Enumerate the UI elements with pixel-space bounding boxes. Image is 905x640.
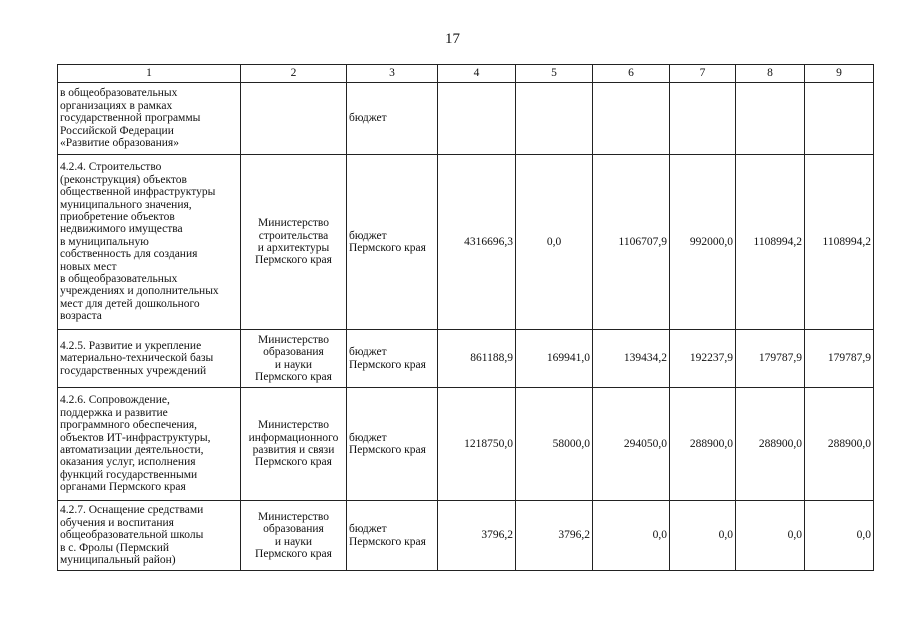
row-funding-source: бюджет Пермского края	[347, 388, 438, 501]
row-executor	[241, 83, 347, 155]
row-funding-source: бюджет Пермского края	[347, 330, 438, 388]
row-value-col4	[438, 83, 516, 155]
column-header: 7	[670, 65, 736, 83]
row-value-col7	[670, 83, 736, 155]
row-value-col6	[593, 83, 670, 155]
row-value-col5: 3796,2	[516, 501, 593, 571]
column-header: 2	[241, 65, 347, 83]
row-value-col5: 58000,0	[516, 388, 593, 501]
row-value-col4: 4316696,3	[438, 155, 516, 330]
row-executor: Министерство образования и науки Пермского края	[241, 330, 347, 388]
row-value-col9: 179787,9	[805, 330, 874, 388]
row-value-col5: 169941,0	[516, 330, 593, 388]
row-description: 4.2.4. Строительство (реконструкция) объектов общественной инфраструктуры муниципального значения, приобретение объектов недвижимого имущества в муниципальную собственность для создания новых мест в общеобразовательных учреждениях и дополнительных мест для детей дошкольного возраста	[58, 155, 241, 330]
row-funding-source: бюджет Пермского края	[347, 501, 438, 571]
row-value-col4: 3796,2	[438, 501, 516, 571]
row-executor: Министерство образования и науки Пермского края	[241, 501, 347, 571]
table-row	[58, 83, 874, 155]
row-value-col7: 288900,0	[670, 388, 736, 501]
row-description: 4.2.7. Оснащение средствами обучения и воспитания общеобразовательной школы в с. Фролы (Пермский муниципальный район)	[58, 501, 241, 571]
row-value-col8: 179787,9	[736, 330, 805, 388]
column-header: 6	[593, 65, 670, 83]
row-funding-source: бюджет Пермского края	[347, 155, 438, 330]
budget-table	[57, 64, 874, 571]
row-value-col6: 294050,0	[593, 388, 670, 501]
table-row	[58, 501, 874, 571]
table-row	[58, 330, 874, 388]
table-row	[58, 155, 874, 330]
row-value-col9: 0,0	[805, 501, 874, 571]
row-description: 4.2.6. Сопровождение, поддержка и развитие программного обеспечения, объектов ИТ-инфраструктуры, автоматизации деятельности, оказания услуг, исполнения функций государственными органами Пермского края	[58, 388, 241, 501]
row-value-col8: 0,0	[736, 501, 805, 571]
row-value-col6: 0,0	[593, 501, 670, 571]
row-value-col6: 1106707,9	[593, 155, 670, 330]
row-description: в общеобразовательных организациях в рамках государственной программы Российской Федерации «Развитие образования»	[58, 83, 241, 155]
table-row	[58, 388, 874, 501]
row-funding-source: бюджет	[347, 83, 438, 155]
row-value-col5	[516, 83, 593, 155]
column-header: 8	[736, 65, 805, 83]
row-value-col4: 861188,9	[438, 330, 516, 388]
column-header: 9	[805, 65, 874, 83]
column-header: 1	[58, 65, 241, 83]
row-value-col8: 288900,0	[736, 388, 805, 501]
row-description: 4.2.5. Развитие и укрепление материально-технической базы государственных учреждений	[58, 330, 241, 388]
table-header-row	[58, 65, 874, 83]
page-number: 17	[445, 31, 460, 47]
row-executor: Министерство информационного развития и связи Пермского края	[241, 388, 347, 501]
column-header: 3	[347, 65, 438, 83]
row-executor: Министерство строительства и архитектуры Пермского края	[241, 155, 347, 330]
row-value-col9	[805, 83, 874, 155]
column-header: 5	[516, 65, 593, 83]
row-value-col6: 139434,2	[593, 330, 670, 388]
row-value-col5: 0,0	[516, 155, 593, 330]
row-value-col9: 1108994,2	[805, 155, 874, 330]
row-value-col7: 992000,0	[670, 155, 736, 330]
row-value-col4: 1218750,0	[438, 388, 516, 501]
column-header: 4	[438, 65, 516, 83]
row-value-col9: 288900,0	[805, 388, 874, 501]
row-value-col8: 1108994,2	[736, 155, 805, 330]
row-value-col7: 192237,9	[670, 330, 736, 388]
row-value-col7: 0,0	[670, 501, 736, 571]
row-value-col8	[736, 83, 805, 155]
